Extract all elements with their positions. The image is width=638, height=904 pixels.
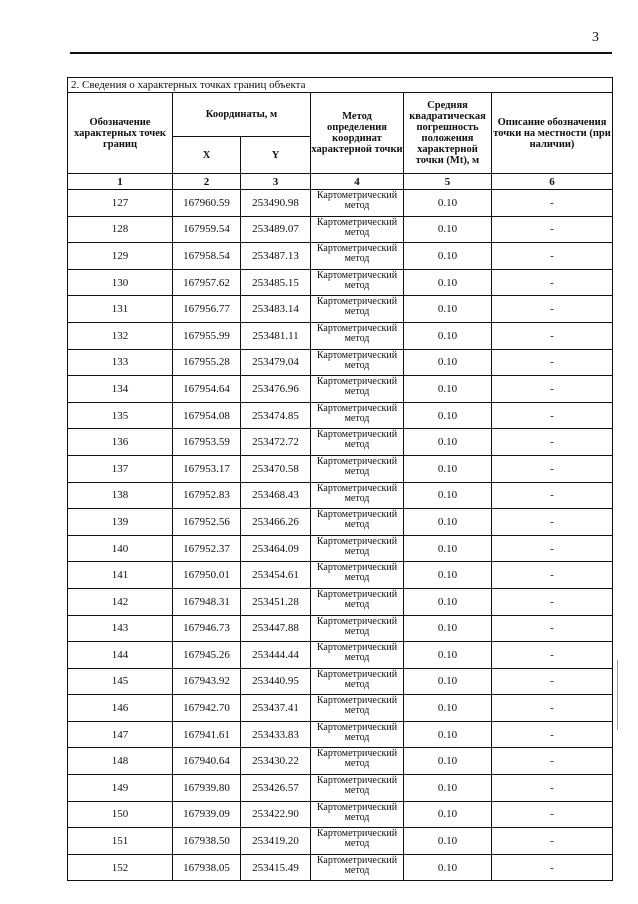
x-coordinate-cell: 167952.37 (173, 535, 241, 562)
method-cell: Картометрический метод (311, 482, 404, 509)
table-row (68, 775, 613, 802)
point-id-cell: 136 (68, 429, 173, 456)
header-description: Описание обозначения точки на местности (при наличии) (492, 93, 613, 174)
table-row (68, 642, 613, 669)
margin-line (617, 660, 618, 730)
y-coordinate-cell: 253481.11 (241, 322, 311, 349)
point-id-cell: 142 (68, 588, 173, 615)
point-id-cell: 130 (68, 269, 173, 296)
description-cell: - (492, 668, 613, 695)
error-cell: 0.10 (404, 615, 492, 642)
error-cell: 0.10 (404, 243, 492, 270)
error-cell: 0.10 (404, 562, 492, 589)
column-number: 5 (404, 174, 492, 190)
table-row (68, 695, 613, 722)
error-cell: 0.10 (404, 455, 492, 482)
y-coordinate-cell: 253472.72 (241, 429, 311, 456)
point-id-cell: 133 (68, 349, 173, 376)
y-coordinate-cell: 253430.22 (241, 748, 311, 775)
x-coordinate-cell: 167954.08 (173, 402, 241, 429)
table-row (68, 615, 613, 642)
description-cell: - (492, 615, 613, 642)
x-coordinate-cell: 167943.92 (173, 668, 241, 695)
y-coordinate-cell: 253479.04 (241, 349, 311, 376)
point-id-cell: 150 (68, 801, 173, 828)
column-number: 2 (173, 174, 241, 190)
error-cell: 0.10 (404, 190, 492, 217)
table-row (68, 748, 613, 775)
point-id-cell: 151 (68, 828, 173, 855)
y-coordinate-cell: 253440.95 (241, 668, 311, 695)
column-number: 3 (241, 174, 311, 190)
error-cell: 0.10 (404, 721, 492, 748)
method-cell: Картометрический метод (311, 349, 404, 376)
y-coordinate-cell: 253466.26 (241, 509, 311, 536)
x-coordinate-cell: 167942.70 (173, 695, 241, 722)
x-coordinate-cell: 167953.17 (173, 455, 241, 482)
method-cell: Картометрический метод (311, 190, 404, 217)
point-id-cell: 127 (68, 190, 173, 217)
x-coordinate-cell: 167939.80 (173, 775, 241, 802)
table-row (68, 828, 613, 855)
y-coordinate-cell: 253490.98 (241, 190, 311, 217)
method-cell: Картометрический метод (311, 455, 404, 482)
error-cell: 0.10 (404, 668, 492, 695)
description-cell: - (492, 535, 613, 562)
description-cell: - (492, 695, 613, 722)
x-coordinate-cell: 167959.54 (173, 216, 241, 243)
y-coordinate-cell: 253422.90 (241, 801, 311, 828)
y-coordinate-cell: 253419.20 (241, 828, 311, 855)
x-coordinate-cell: 167955.99 (173, 322, 241, 349)
error-cell: 0.10 (404, 535, 492, 562)
point-id-cell: 129 (68, 243, 173, 270)
error-cell: 0.10 (404, 642, 492, 669)
error-cell: 0.10 (404, 695, 492, 722)
table-row (68, 402, 613, 429)
point-id-cell: 147 (68, 721, 173, 748)
point-id-cell: 141 (68, 562, 173, 589)
error-cell: 0.10 (404, 322, 492, 349)
point-id-cell: 146 (68, 695, 173, 722)
x-coordinate-cell: 167960.59 (173, 190, 241, 217)
table-body (68, 190, 613, 881)
x-coordinate-cell: 167953.59 (173, 429, 241, 456)
error-cell: 0.10 (404, 216, 492, 243)
method-cell: Картометрический метод (311, 748, 404, 775)
y-coordinate-cell: 253470.58 (241, 455, 311, 482)
point-id-cell: 131 (68, 296, 173, 323)
boundary-points-table (67, 77, 613, 881)
method-cell: Картометрический метод (311, 828, 404, 855)
description-cell: - (492, 376, 613, 403)
point-id-cell: 140 (68, 535, 173, 562)
description-cell: - (492, 429, 613, 456)
x-coordinate-cell: 167938.50 (173, 828, 241, 855)
point-id-cell: 128 (68, 216, 173, 243)
header-error: Средняя квадратическая погрешность положения характерной точки (Mt), м (404, 93, 492, 174)
column-number: 4 (311, 174, 404, 190)
description-cell: - (492, 349, 613, 376)
table-row (68, 668, 613, 695)
table-row (68, 455, 613, 482)
description-cell: - (492, 588, 613, 615)
x-coordinate-cell: 167952.56 (173, 509, 241, 536)
y-coordinate-cell: 253454.61 (241, 562, 311, 589)
method-cell: Картометрический метод (311, 588, 404, 615)
method-cell: Картометрический метод (311, 854, 404, 881)
y-coordinate-cell: 253464.09 (241, 535, 311, 562)
x-coordinate-cell: 167945.26 (173, 642, 241, 669)
point-id-cell: 145 (68, 668, 173, 695)
table-row (68, 854, 613, 881)
table-row (68, 376, 613, 403)
method-cell: Картометрический метод (311, 801, 404, 828)
point-id-cell: 132 (68, 322, 173, 349)
table-row (68, 216, 613, 243)
y-coordinate-cell: 253468.43 (241, 482, 311, 509)
table-row (68, 482, 613, 509)
column-number: 1 (68, 174, 173, 190)
table-row (68, 322, 613, 349)
description-cell: - (492, 402, 613, 429)
error-cell: 0.10 (404, 376, 492, 403)
section-title: 2. Сведения о характерных точках границ объекта (68, 78, 613, 93)
description-cell: - (492, 775, 613, 802)
method-cell: Картометрический метод (311, 562, 404, 589)
point-id-cell: 134 (68, 376, 173, 403)
point-id-cell: 144 (68, 642, 173, 669)
description-cell: - (492, 216, 613, 243)
method-cell: Картометрический метод (311, 642, 404, 669)
description-cell: - (492, 562, 613, 589)
column-numbers-row (68, 174, 613, 190)
table-row (68, 296, 613, 323)
description-cell: - (492, 455, 613, 482)
description-cell: - (492, 269, 613, 296)
error-cell: 0.10 (404, 269, 492, 296)
x-coordinate-cell: 167954.64 (173, 376, 241, 403)
header-method: Метод определения координат характерной точки (311, 93, 404, 174)
y-coordinate-cell: 253487.13 (241, 243, 311, 270)
table-row (68, 721, 613, 748)
method-cell: Картометрический метод (311, 402, 404, 429)
x-coordinate-cell: 167950.01 (173, 562, 241, 589)
header-rule (70, 52, 612, 54)
x-coordinate-cell: 167941.61 (173, 721, 241, 748)
error-cell: 0.10 (404, 828, 492, 855)
x-coordinate-cell: 167956.77 (173, 296, 241, 323)
column-number: 6 (492, 174, 613, 190)
table-row (68, 269, 613, 296)
table-row (68, 535, 613, 562)
error-cell: 0.10 (404, 482, 492, 509)
point-id-cell: 138 (68, 482, 173, 509)
table-row (68, 509, 613, 536)
y-coordinate-cell: 253433.83 (241, 721, 311, 748)
point-id-cell: 148 (68, 748, 173, 775)
method-cell: Картометрический метод (311, 775, 404, 802)
method-cell: Картометрический метод (311, 376, 404, 403)
method-cell: Картометрический метод (311, 535, 404, 562)
method-cell: Картометрический метод (311, 243, 404, 270)
error-cell: 0.10 (404, 775, 492, 802)
y-coordinate-cell: 253474.85 (241, 402, 311, 429)
method-cell: Картометрический метод (311, 668, 404, 695)
description-cell: - (492, 721, 613, 748)
table-row (68, 349, 613, 376)
method-cell: Картометрический метод (311, 721, 404, 748)
description-cell: - (492, 322, 613, 349)
y-coordinate-cell: 253447.88 (241, 615, 311, 642)
error-cell: 0.10 (404, 402, 492, 429)
y-coordinate-cell: 253426.57 (241, 775, 311, 802)
x-coordinate-cell: 167938.05 (173, 854, 241, 881)
description-cell: - (492, 748, 613, 775)
point-id-cell: 149 (68, 775, 173, 802)
header-coordinates: Координаты, м (173, 93, 311, 137)
x-coordinate-cell: 167940.64 (173, 748, 241, 775)
error-cell: 0.10 (404, 296, 492, 323)
description-cell: - (492, 482, 613, 509)
description-cell: - (492, 828, 613, 855)
method-cell: Картометрический метод (311, 269, 404, 296)
description-cell: - (492, 296, 613, 323)
method-cell: Картометрический метод (311, 429, 404, 456)
method-cell: Картометрический метод (311, 615, 404, 642)
description-cell: - (492, 243, 613, 270)
error-cell: 0.10 (404, 854, 492, 881)
x-coordinate-cell: 167958.54 (173, 243, 241, 270)
section-title-row (68, 78, 613, 93)
x-coordinate-cell: 167955.28 (173, 349, 241, 376)
y-coordinate-cell: 253483.14 (241, 296, 311, 323)
table-row (68, 190, 613, 217)
method-cell: Картометрический метод (311, 296, 404, 323)
description-cell: - (492, 509, 613, 536)
error-cell: 0.10 (404, 509, 492, 536)
method-cell: Картометрический метод (311, 216, 404, 243)
x-coordinate-cell: 167952.83 (173, 482, 241, 509)
y-coordinate-cell: 253476.96 (241, 376, 311, 403)
method-cell: Картометрический метод (311, 695, 404, 722)
point-id-cell: 143 (68, 615, 173, 642)
description-cell: - (492, 642, 613, 669)
header-y: Y (241, 137, 311, 174)
description-cell: - (492, 190, 613, 217)
error-cell: 0.10 (404, 588, 492, 615)
point-id-cell: 135 (68, 402, 173, 429)
y-coordinate-cell: 253415.49 (241, 854, 311, 881)
description-cell: - (492, 854, 613, 881)
method-cell: Картометрический метод (311, 509, 404, 536)
error-cell: 0.10 (404, 748, 492, 775)
page-number-mark: 3 (592, 30, 599, 45)
table-row (68, 801, 613, 828)
method-cell: Картометрический метод (311, 322, 404, 349)
table-row (68, 588, 613, 615)
header-x: X (173, 137, 241, 174)
y-coordinate-cell: 253444.44 (241, 642, 311, 669)
header-point-label: Обозначение характерных точек границ (68, 93, 173, 174)
point-id-cell: 152 (68, 854, 173, 881)
error-cell: 0.10 (404, 429, 492, 456)
error-cell: 0.10 (404, 349, 492, 376)
table-row (68, 243, 613, 270)
table-row (68, 562, 613, 589)
point-id-cell: 137 (68, 455, 173, 482)
y-coordinate-cell: 253489.07 (241, 216, 311, 243)
x-coordinate-cell: 167946.73 (173, 615, 241, 642)
error-cell: 0.10 (404, 801, 492, 828)
x-coordinate-cell: 167939.09 (173, 801, 241, 828)
y-coordinate-cell: 253485.15 (241, 269, 311, 296)
y-coordinate-cell: 253451.28 (241, 588, 311, 615)
description-cell: - (492, 801, 613, 828)
x-coordinate-cell: 167948.31 (173, 588, 241, 615)
y-coordinate-cell: 253437.41 (241, 695, 311, 722)
x-coordinate-cell: 167957.62 (173, 269, 241, 296)
table-row (68, 429, 613, 456)
point-id-cell: 139 (68, 509, 173, 536)
